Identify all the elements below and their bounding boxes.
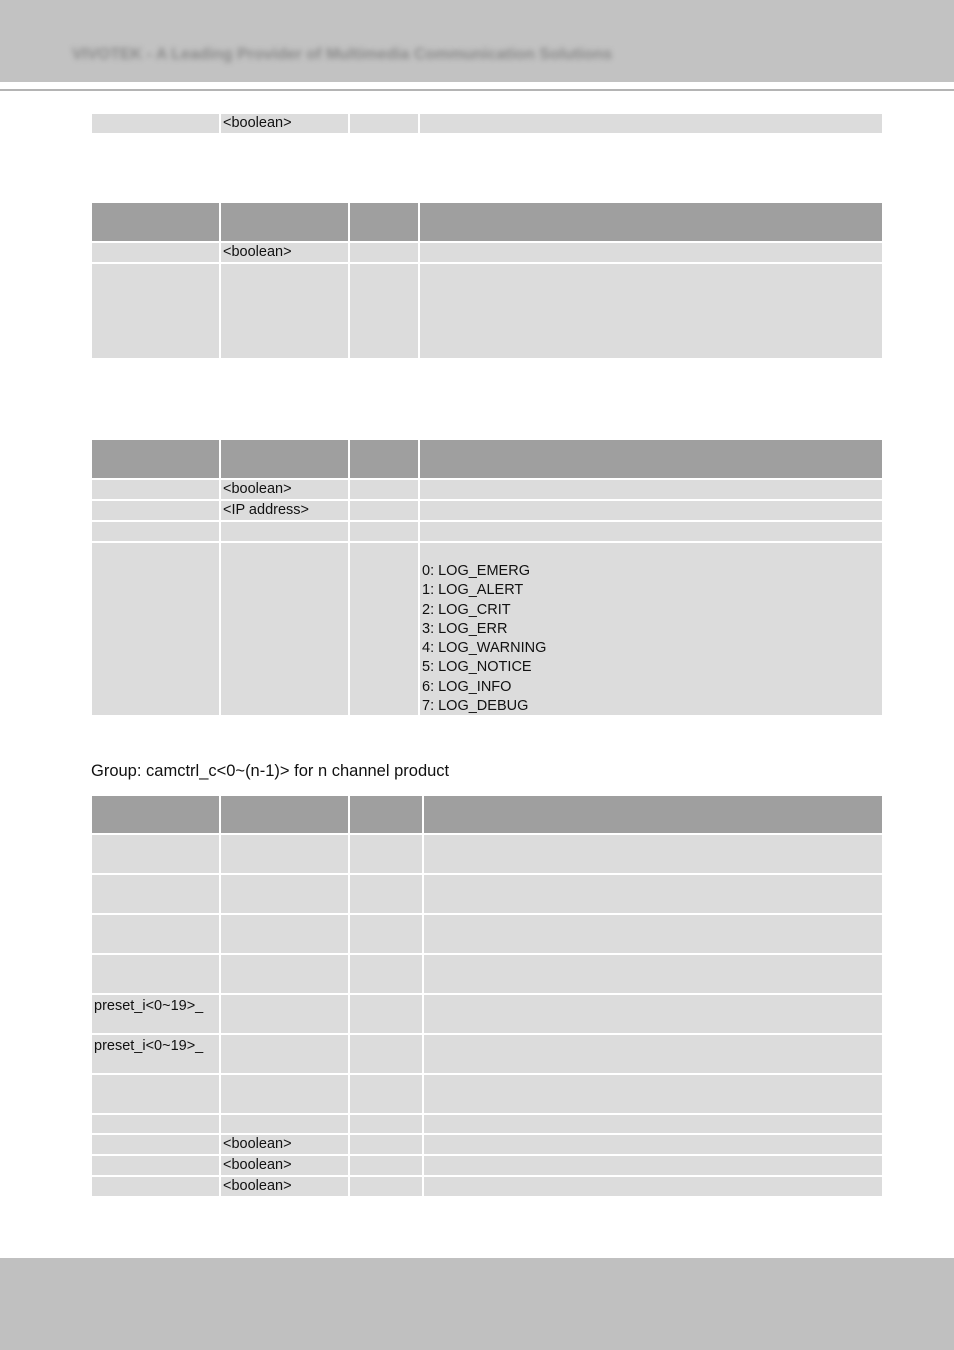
log-level-item: 1: LOG_ALERT bbox=[422, 582, 524, 599]
log-level-item: 3: LOG_ERR bbox=[422, 620, 508, 637]
log-level-item: 5: LOG_NOTICE bbox=[422, 659, 532, 676]
parameter-table-1 bbox=[92, 114, 882, 133]
table-row: <boolean> bbox=[92, 1156, 882, 1175]
parameter-table-3 bbox=[92, 440, 882, 715]
table-row bbox=[92, 915, 882, 953]
table-header-row bbox=[92, 440, 882, 478]
parameter-table-2 bbox=[92, 203, 882, 358]
page-header bbox=[0, 0, 954, 82]
table-row bbox=[92, 264, 882, 358]
table-row: <boolean> bbox=[92, 1135, 882, 1154]
table-row bbox=[92, 1075, 882, 1113]
table-row bbox=[92, 875, 882, 913]
table-row: preset_i<0~19>_ bbox=[92, 995, 882, 1033]
log-level-item: 7: LOG_DEBUG bbox=[422, 698, 529, 715]
log-level-list bbox=[420, 543, 882, 715]
log-level-item: 6: LOG_INFO bbox=[422, 678, 512, 695]
table-row: preset_i<0~19>_ bbox=[92, 1035, 882, 1073]
table-row bbox=[92, 835, 882, 873]
table-row: <boolean> bbox=[92, 243, 882, 262]
table-row: <boolean> bbox=[92, 480, 882, 499]
header-divider bbox=[0, 89, 954, 91]
table-row bbox=[92, 1115, 882, 1133]
parameter-table-4 bbox=[92, 796, 882, 1196]
page-footer bbox=[0, 1258, 954, 1350]
log-level-item: 0: LOG_EMERG bbox=[422, 563, 530, 579]
table-row: <IP address> bbox=[92, 501, 882, 520]
table-row: <boolean> bbox=[92, 114, 882, 133]
log-level-item: 4: LOG_WARNING bbox=[422, 640, 547, 657]
table-row bbox=[92, 543, 882, 715]
header-title: VIVOTEK - A Leading Provider of Multimedia Communication Solutions bbox=[72, 46, 613, 63]
table-header-row bbox=[92, 203, 882, 241]
group-title: Group: camctrl_c<0~(n-1)> for n channel product bbox=[91, 762, 450, 780]
table-row: <boolean> bbox=[92, 1177, 882, 1196]
table-row bbox=[92, 522, 882, 541]
log-level-item: 2: LOG_CRIT bbox=[422, 601, 511, 618]
table-header-row bbox=[92, 796, 882, 833]
table-row bbox=[92, 955, 882, 993]
